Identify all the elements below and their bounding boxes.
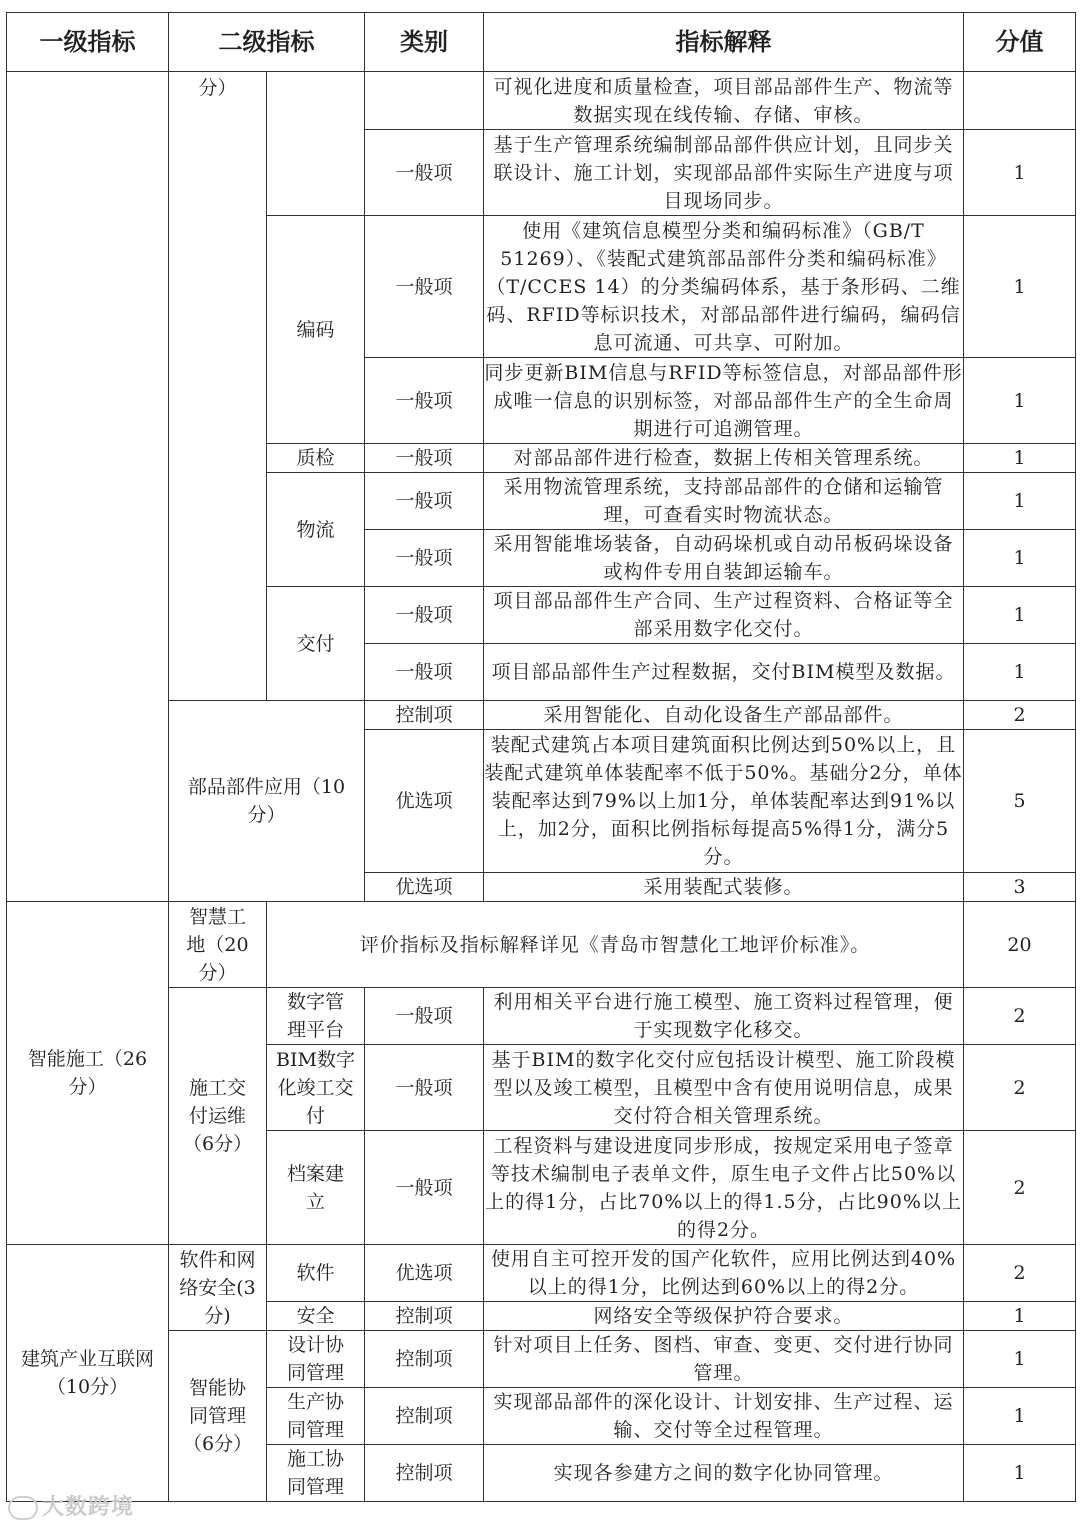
score-cell: 3 (964, 873, 1076, 902)
watermark (8, 1490, 134, 1521)
header-row (7, 13, 1076, 72)
explanation-cell: 项目部品部件生产过程数据，交付BIM模型及数据。 (484, 644, 964, 701)
explanation-cell: 对部品部件进行检查，数据上传相关管理系统。 (484, 444, 964, 473)
item-cell: 物流 (267, 473, 365, 587)
score-cell: 2 (964, 1245, 1076, 1302)
explanation-cell: 项目部品部件生产合同、生产过程资料、合格证等全部采用数字化交付。 (484, 587, 964, 644)
score-cell: 1 (964, 473, 1076, 530)
type-cell: 一般项 (365, 1045, 484, 1131)
explanation-cell: 采用智能堆场装备，自动码垛机或自动吊板码垛设备或构件专用自装卸运输车。 (484, 530, 964, 587)
explanation-cell: 可视化进度和质量检查，项目部品部件生产、物流等数据实现在线传输、存储、审核。 (484, 72, 964, 130)
type-cell: 一般项 (365, 444, 484, 473)
type-cell: 一般项 (365, 1131, 484, 1245)
header-level2: 二级指标 (169, 13, 365, 72)
score-cell: 2 (964, 1045, 1076, 1131)
explanation-cell: 采用智能化、自动化设备生产部品部件。 (484, 701, 964, 730)
explanation-cell: 工程资料与建设进度同步形成，按规定采用电子签章等技术编制电子表单文件，原生电子文件占比50%以上的得1分，占比70%以上的得1.5分，占比90%以上的得2分。 (484, 1131, 964, 1245)
score-cell: 2 (964, 988, 1076, 1045)
score-cell: 2 (964, 701, 1076, 730)
explanation-cell: 使用自主可控开发的国产化软件，应用比例达到40%以上的得1分，比例达到60%以上的得2分。 (484, 1245, 964, 1302)
type-cell: 优选项 (365, 873, 484, 902)
level2-cell: 智慧工地（20分） (169, 902, 267, 988)
explanation-cell: 使用《建筑信息模型分类和编码标准》（GB/T 51269）、《装配式建筑部品部件分类和编码标准》（T/CCES 14）的分类编码体系，基于条形码、二维码、RFID等标识技术，对部品部件进行编码，编码信息可流通、可共享、可附加。 (484, 216, 964, 358)
level1-cell: 建筑产业互联网（10分） (7, 1245, 169, 1502)
item-cell: 档案建立 (267, 1131, 365, 1245)
item-cell: 设计协同管理 (267, 1331, 365, 1388)
type-cell: 控制项 (365, 1445, 484, 1502)
type-cell: 一般项 (365, 530, 484, 587)
score-cell (964, 72, 1076, 130)
score-cell: 1 (964, 358, 1076, 444)
watermark-logo-icon (8, 1496, 38, 1520)
table-row (7, 72, 1076, 130)
indicator-table (6, 12, 1076, 1502)
item-cell (267, 72, 365, 216)
level2-cell: 智能协同管理（6分） (169, 1331, 267, 1502)
explanation-cell: 实现部品部件的深化设计、计划安排、生产过程、运输、交付等全过程管理。 (484, 1388, 964, 1445)
explanation-cell: 利用相关平台进行施工模型、施工资料过程管理，便于实现数字化移交。 (484, 988, 964, 1045)
item-cell: 编码 (267, 216, 365, 444)
type-cell: 一般项 (365, 988, 484, 1045)
score-cell: 1 (964, 444, 1076, 473)
explanation-cell: 采用物流管理系统，支持部品部件的仓储和运输管理，可查看实时物流状态。 (484, 473, 964, 530)
type-cell: 控制项 (365, 1302, 484, 1331)
item-cell: BIM数字化竣工交付 (267, 1045, 365, 1131)
item-cell: 施工协同管理 (267, 1445, 365, 1502)
type-cell: 优选项 (365, 730, 484, 873)
level2-cell: 软件和网络安全(3分) (169, 1245, 267, 1331)
explanation-cell: 采用装配式装修。 (484, 873, 964, 902)
score-cell: 1 (964, 587, 1076, 644)
level1-cell (7, 72, 169, 902)
explanation-cell: 评价指标及指标解释详见《青岛市智慧化工地评价标准》。 (267, 902, 964, 988)
score-cell: 20 (964, 902, 1076, 988)
item-cell: 交付 (267, 587, 365, 701)
header-explanation: 指标解释 (484, 13, 964, 72)
score-cell: 1 (964, 644, 1076, 701)
explanation-cell: 同步更新BIM信息与RFID等标签信息，对部品部件形成唯一信息的识别标签，对部品部件生产的全生命周期进行可追溯管理。 (484, 358, 964, 444)
header-level1: 一级指标 (7, 13, 169, 72)
type-cell: 一般项 (365, 130, 484, 216)
explanation-cell: 针对项目上任务、图档、审查、变更、交付进行协同管理。 (484, 1331, 964, 1388)
explanation-cell: 装配式建筑占本项目建筑面积比例达到50%以上，且装配式建筑单体装配率不低于50%。基础分2分，单体装配率达到79%以上加1分，单体装配率达到91%以上，加2分，面积比例指标每提高5%得1分，满分5分。 (484, 730, 964, 873)
type-cell: 一般项 (365, 216, 484, 358)
score-cell: 5 (964, 730, 1076, 873)
item-cell: 生产协同管理 (267, 1388, 365, 1445)
score-cell: 1 (964, 216, 1076, 358)
header-type: 类别 (365, 13, 484, 72)
score-cell: 1 (964, 1388, 1076, 1445)
header-score: 分值 (964, 13, 1076, 72)
score-cell: 1 (964, 1302, 1076, 1331)
type-cell: 控制项 (365, 1388, 484, 1445)
score-cell: 1 (964, 1445, 1076, 1502)
item-cell: 质检 (267, 444, 365, 473)
explanation-cell: 基于BIM的数字化交付应包括设计模型、施工阶段模型以及竣工模型，且模型中含有使用说明信息，成果交付符合相关管理系统。 (484, 1045, 964, 1131)
explanation-cell: 网络安全等级保护符合要求。 (484, 1302, 964, 1331)
table-row (7, 1245, 1076, 1302)
type-cell: 控制项 (365, 1331, 484, 1388)
type-cell: 控制项 (365, 701, 484, 730)
explanation-cell: 实现各参建方之间的数字化协同管理。 (484, 1445, 964, 1502)
score-cell: 1 (964, 1331, 1076, 1388)
type-cell: 一般项 (365, 473, 484, 530)
type-cell: 一般项 (365, 358, 484, 444)
type-cell: 一般项 (365, 644, 484, 701)
explanation-cell: 基于生产管理系统编制部品部件供应计划，且同步关联设计、施工计划，实现部品部件实际生产进度与项目现场同步。 (484, 130, 964, 216)
watermark-text: 大数跨境 (42, 1495, 135, 1520)
level2-cell: 部品部件应用（10分） (169, 701, 365, 902)
item-cell: 安全 (267, 1302, 365, 1331)
type-cell: 一般项 (365, 587, 484, 644)
type-cell (365, 72, 484, 130)
item-cell: 软件 (267, 1245, 365, 1302)
score-cell: 1 (964, 130, 1076, 216)
level2-cell: 分） (169, 72, 267, 701)
item-cell: 数字管理平台 (267, 988, 365, 1045)
type-cell: 优选项 (365, 1245, 484, 1302)
level2-cell: 施工交付运维（6分） (169, 988, 267, 1245)
level1-cell: 智能施工（26分） (7, 902, 169, 1245)
score-cell: 1 (964, 530, 1076, 587)
table-row (7, 902, 1076, 988)
score-cell: 2 (964, 1131, 1076, 1245)
